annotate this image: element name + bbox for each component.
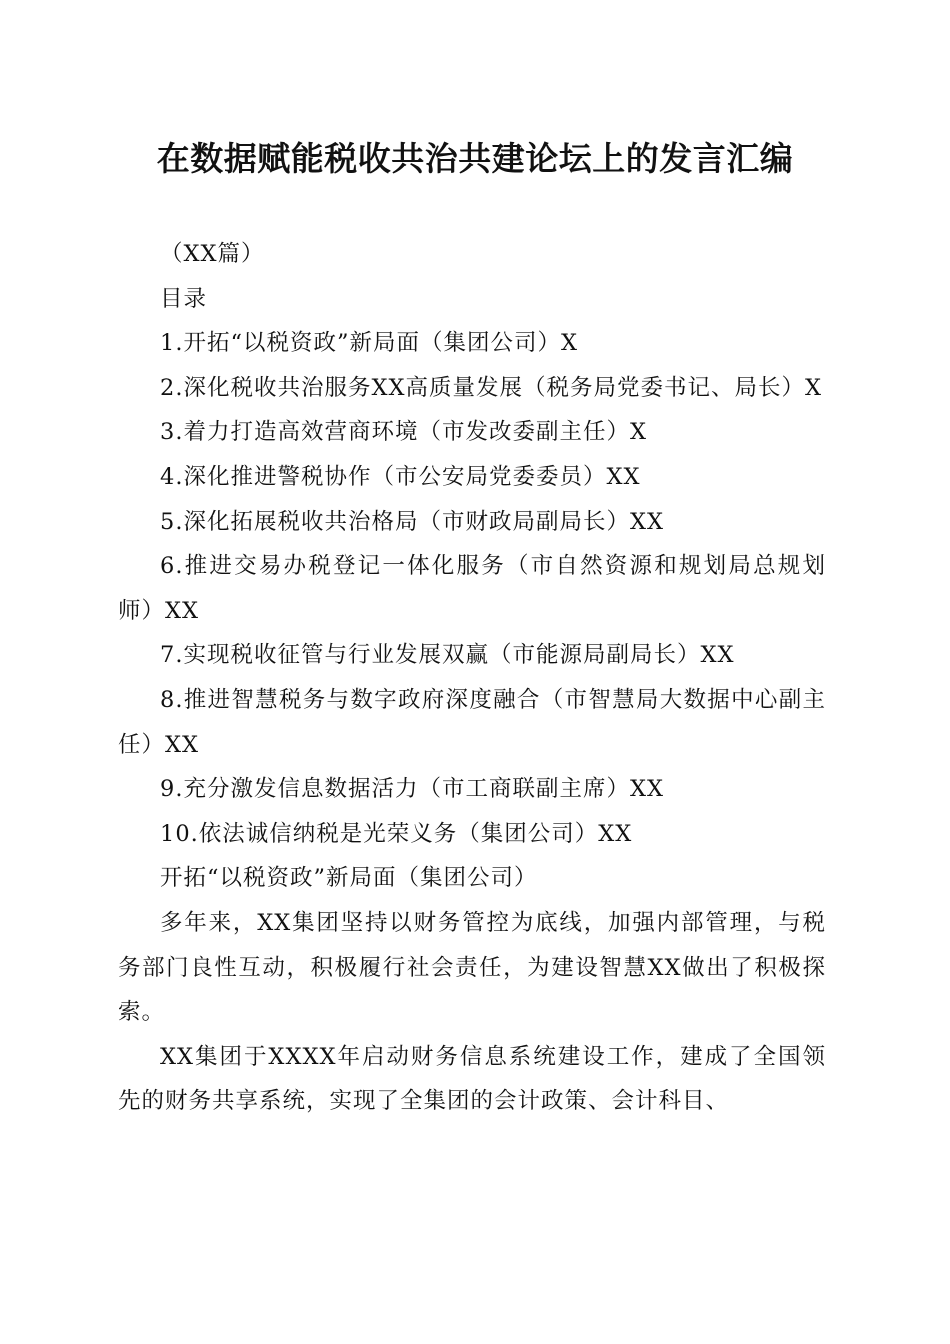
- body-paragraph: XX集团于XXXX年启动财务信息系统建设工作，建成了全国领先的财务共享系统，实现了全集团的会计政策、会计科目、: [118, 1043, 826, 1115]
- toc-item: 1.开拓“以税资政”新局面（集团公司）X: [160, 330, 578, 357]
- table-of-contents: [118, 321, 826, 856]
- document-body: [118, 232, 826, 1124]
- toc-item: 10.依法诚信纳税是光荣义务（集团公司）XX: [160, 820, 633, 847]
- toc-item: 7.实现税收征管与行业发展双赢（市能源局副局长）XX: [160, 642, 735, 669]
- toc-item: 5.深化拓展税收共治格局（市财政局副局长）XX: [160, 508, 665, 535]
- body-paragraph: 多年来，XX集团坚持以财务管控为底线，加强内部管理，与税务部门良性互动，积极履行社会责任，为建设智慧XX做出了积极探索。: [118, 909, 826, 1026]
- toc-item: 4.深化推进警税协作（市公安局党委委员）XX: [160, 463, 641, 490]
- toc-item: 9.充分激发信息数据活力（市工商联副主席）XX: [160, 776, 665, 803]
- toc-item: 2.深化税收共治服务XX高质量发展（税务局党委书记、局长）X: [160, 374, 823, 401]
- toc-item: 3.着力打造高效营商环境（市发改委副主任）X: [160, 419, 647, 446]
- toc-heading: 目录: [160, 285, 208, 312]
- toc-item: 8.推进智慧税务与数字政府深度融合（市智慧局大数据中心副主任）XX: [118, 686, 826, 758]
- document-title: 在数据赋能税收共治共建论坛上的发言汇编: [156, 139, 794, 178]
- section-heading: 开拓“以税资政”新局面（集团公司）: [160, 865, 538, 892]
- toc-item: 6.推进交易办税登记一体化服务（市自然资源和规划局总规划师）XX: [118, 553, 826, 624]
- series-note: （XX篇）: [160, 241, 265, 267]
